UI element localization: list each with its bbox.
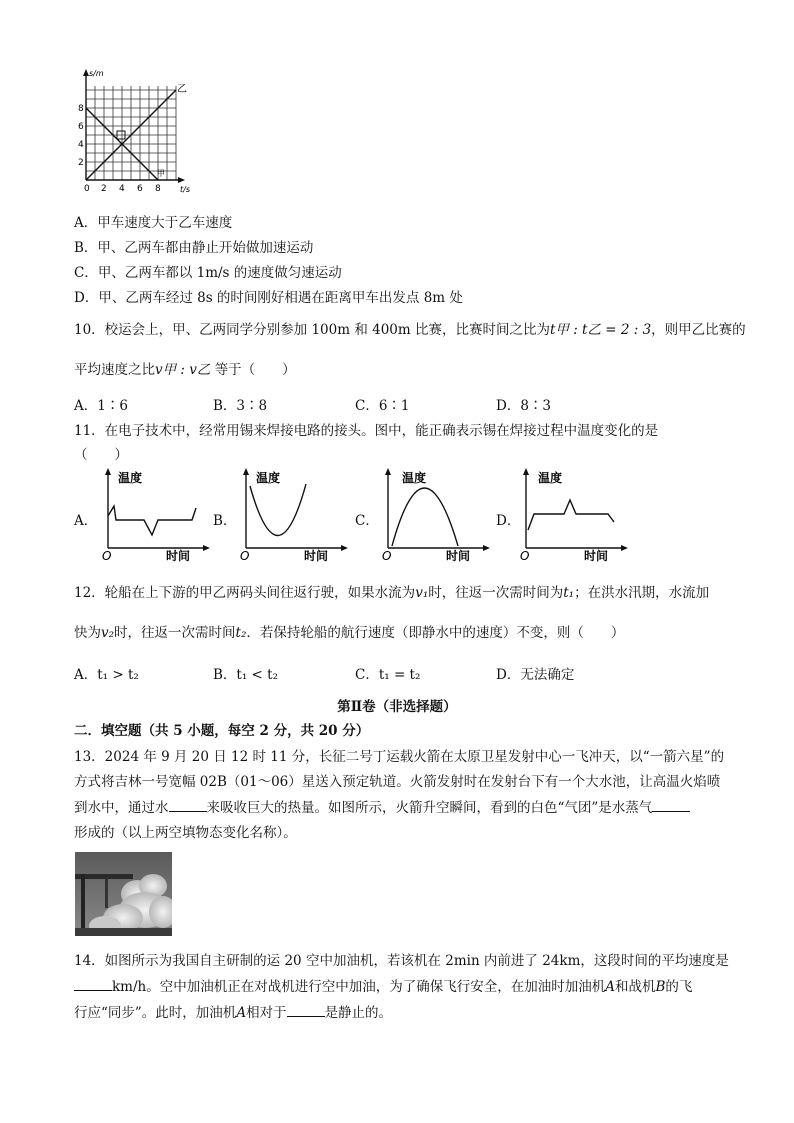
- q11-graph-d: [518, 466, 630, 564]
- q12-option-b: B．t₁ < t₂: [213, 667, 278, 683]
- q11-b-ylabel: 温度: [256, 471, 281, 485]
- q12-v1: v₁: [415, 585, 429, 601]
- q9-graph: [70, 66, 200, 196]
- q11-graph-b: [238, 466, 350, 564]
- section-title: 第Ⅱ卷（非选择题）: [337, 699, 457, 715]
- q10-option-d: D．8∶3: [496, 398, 552, 414]
- q11-c-origin: O: [382, 549, 392, 563]
- q13-blank-2[interactable]: [652, 799, 690, 812]
- q10-text-a: 10．校运会上，甲、乙两同学分别参加 100m 和 400m 比赛，比赛时间之比为: [74, 322, 550, 338]
- q14-line3-a-var: A: [236, 1005, 247, 1021]
- q14-line2-a-var: A: [605, 979, 615, 995]
- q9-option-d: D．甲、乙两车经过 8s 的时间刚好相遇在距离甲车出发点 8m 处: [74, 290, 463, 306]
- q11-c-xlabel: 时间: [446, 549, 471, 563]
- q14-line2-b-var: B: [655, 979, 666, 995]
- q10-option-b: B．3∶8: [213, 398, 268, 414]
- q10-line1: [74, 318, 746, 338]
- q9-xtick-8: 8: [155, 184, 161, 194]
- q9-x-arrow: [178, 177, 185, 183]
- q9-xtick-2: 2: [101, 184, 107, 194]
- q11-letter-b: B．: [213, 513, 237, 529]
- q11-letter-a: A．: [74, 513, 98, 529]
- q12-option-c: C．t₁ = t₂: [355, 667, 421, 683]
- q9-label-jia: 甲: [157, 169, 165, 178]
- q10-line2-a: 平均速度之比: [74, 362, 155, 378]
- q9-ytick-2: 2: [78, 158, 84, 168]
- q12-t2: t₂: [235, 625, 247, 641]
- q9-y-label: s/m: [89, 69, 104, 78]
- q9-x-label: t/s: [180, 185, 190, 194]
- q13-line4: 形成的（以上两空填物态变化名称）。: [74, 825, 297, 841]
- q10-option-a: A．1∶6: [74, 398, 128, 414]
- q9-label-yi: 乙: [177, 84, 187, 95]
- q9-ytick-8: 8: [78, 104, 84, 114]
- q10-line2-b: 等于（ ）: [214, 362, 296, 378]
- q12-line2-a: 快为: [74, 625, 101, 641]
- q11-graph-a: [100, 466, 212, 564]
- q12-line2-b: 时，往返一次需时间: [114, 625, 236, 641]
- q11-d-ylabel: 温度: [538, 471, 563, 485]
- q11-d-xlabel: 时间: [584, 549, 609, 563]
- q9-xtick-6: 6: [137, 184, 143, 194]
- q14-line3-a: 行应“同步”。此时，加油机: [74, 1005, 237, 1021]
- q11-a-xlabel: 时间: [166, 549, 191, 563]
- q11-curve-d: [528, 500, 614, 530]
- q9-option-c: C．甲、乙两车都以 1m/s 的速度做匀速运动: [74, 265, 342, 281]
- q11-text: 11．在电子技术中，经常用锡来焊接电路的接头。图中，能正确表示锡在焊接过程中温度变化的是: [74, 423, 659, 439]
- q12-line1-b: 时，往返一次需时间为: [428, 585, 564, 601]
- q11-curve-c: [392, 488, 458, 546]
- q11-graph-c: [380, 466, 492, 564]
- q14-line2-d: 的飞: [665, 979, 693, 995]
- q14-blank-2[interactable]: [287, 1004, 325, 1017]
- q14-line2-b: km/h。空中加油机正在对战机进行空中加油，为了确保飞行安全，在加油时加油机: [112, 979, 606, 995]
- q13-line2: 方式将吉林一号宽幅 02B（01～06）星送入预定轨道。火箭发射时在发射台下有一个大水池，让高温火焰喷: [74, 774, 721, 790]
- q12-line1-a: 12．轮船在上下游的甲乙两码头间往返行驶，如果水流为: [74, 585, 416, 601]
- q12-t1: t₁: [563, 585, 575, 601]
- q14-line2-c: 和战机: [614, 979, 656, 995]
- q11-letter-c: C．: [355, 513, 379, 529]
- q11-curve-b: [250, 484, 306, 536]
- q11-a-ylabel: 温度: [118, 471, 143, 485]
- q13-blank-1[interactable]: [169, 799, 207, 812]
- q14-line3-c: 是静止的。: [324, 1005, 393, 1021]
- q12-line2: [74, 621, 624, 641]
- q11-a-origin: O: [102, 549, 112, 563]
- q10-line2-ratio: v甲 : v乙: [155, 362, 211, 378]
- q11-curve-a: [108, 506, 196, 535]
- q13-line3-b: 来吸收巨大的热量。如图所示，火箭升空瞬间，看到的白色“气团”是水蒸气: [206, 800, 653, 816]
- q9-option-b: B．甲、乙两车都由静止开始做加速运动: [74, 240, 314, 256]
- q10-option-c: C．6∶1: [355, 398, 410, 414]
- q11-b-xlabel: 时间: [304, 549, 329, 563]
- section-heading: 二．填空题（共 5 小题，每空 2 分，共 20 分）: [74, 723, 370, 739]
- q12-line1: [74, 581, 709, 601]
- q11-letter-d: D．: [496, 513, 521, 529]
- q9-ytick-4: 4: [78, 140, 84, 150]
- q11-d-origin: O: [520, 549, 530, 563]
- q11-c-ylabel: 温度: [402, 471, 427, 485]
- rocket-launch-photo: [75, 852, 172, 936]
- q11-b-origin: O: [240, 549, 250, 563]
- q9-option-a: A．甲车速度大于乙车速度: [74, 215, 233, 231]
- q12-option-a: A．t₁ > t₂: [74, 667, 139, 683]
- q9-graph-svg: [70, 66, 200, 196]
- q14-line3: [74, 1001, 392, 1021]
- q14-line3-b: 相对于: [246, 1005, 287, 1021]
- q14-line1: 14．如图所示为我国自主研制的运 20 空中加油机，若该机在 2min 内前进了 24km，这段时间的平均速度是: [74, 953, 729, 969]
- q13-line1: 13．2024 年 9 月 20 日 12 时 11 分，长征二号丁运载火箭在太原卫星发射中心一飞冲天，以“一箭六星”的: [74, 749, 725, 765]
- q10-text-b: ，则甲乙比赛的: [651, 322, 746, 338]
- q10-ratio: t甲 : t乙 = 2 : 3: [549, 322, 652, 338]
- q12-line1-c: ；在洪水汛期，水流加: [574, 585, 710, 601]
- q13-line3: [74, 796, 690, 816]
- q14-blank-1[interactable]: [74, 978, 112, 991]
- q9-ytick-6: 6: [78, 122, 84, 132]
- q10-line2: [74, 358, 296, 378]
- q9-xtick-0: 0: [84, 184, 90, 194]
- q9-xtick-4: 4: [119, 184, 125, 194]
- q12-line2-c: ．若保持轮船的航行速度（即静水中的速度）不变，则（ ）: [246, 625, 625, 641]
- q12-option-d: D．无法确定: [496, 667, 575, 683]
- q12-v2: v₂: [101, 625, 115, 641]
- q11-paren: （ ）: [74, 447, 128, 463]
- q13-line3-a: 到水中，通过水: [74, 800, 169, 816]
- q14-line2: [74, 975, 692, 995]
